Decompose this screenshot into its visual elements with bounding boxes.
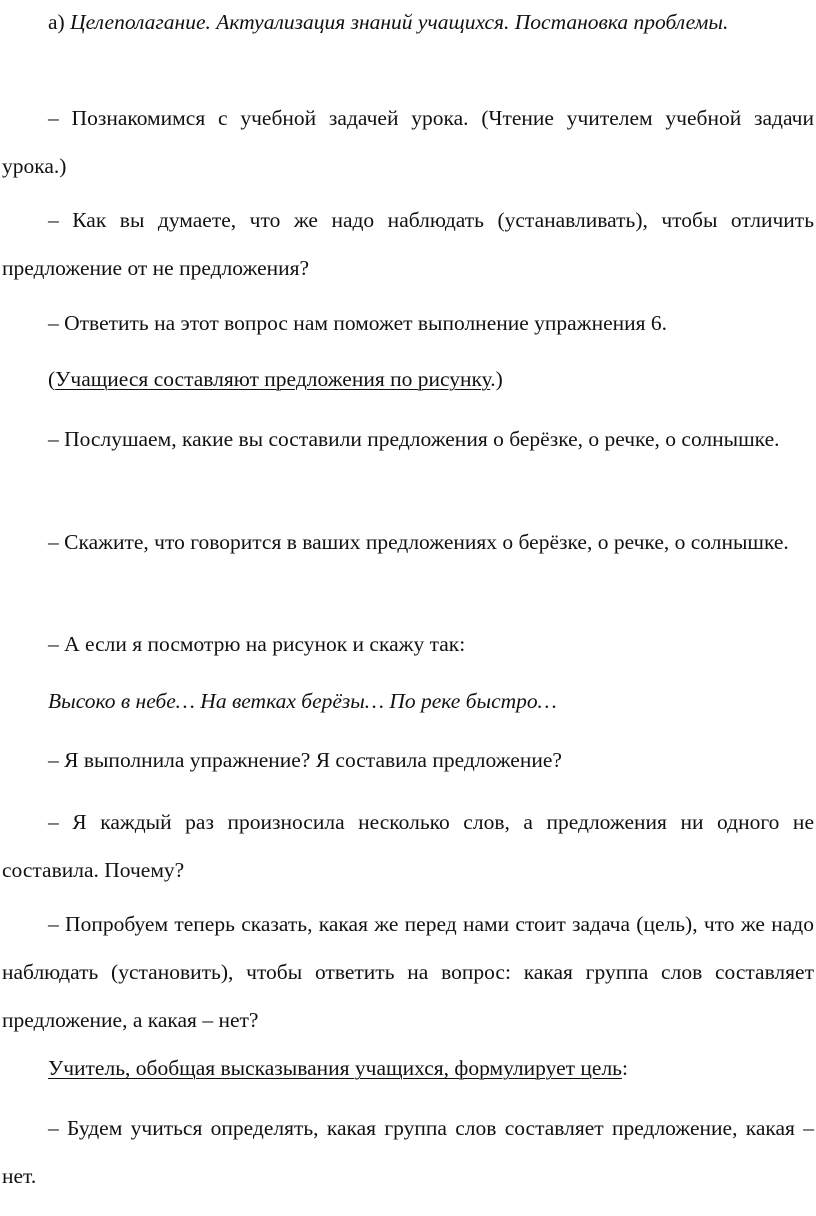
paragraph-goal-question: – Попробуем теперь сказать, какая же перед нами стоит задача (цель), что же надо наблюдать (установить), чтобы ответить на вопрос: какая группа слов составляет предложение, а какая – нет? xyxy=(2,912,814,1032)
colon: : xyxy=(622,1056,628,1080)
paragraph-say: – Скажите, что говорится в ваших предложениях о берёзке, о речке, о солнышке. xyxy=(48,530,789,554)
teacher-goal-note: Учитель, обобщая высказывания учащихся, формулирует цель xyxy=(48,1056,622,1080)
paragraph-listen: – Послушаем, какие вы составили предложения о берёзке, о речке, о солнышке. xyxy=(48,427,780,451)
paragraph-exercise: – Ответить на этот вопрос нам поможет выполнение упражнения 6. xyxy=(48,311,668,335)
paren-close: .) xyxy=(490,367,503,391)
section-heading xyxy=(2,0,814,46)
paragraph-teacher-goal xyxy=(2,1044,814,1092)
paragraph-example-fragments: Высоко в небе… На ветках берёзы… По реке быстро… xyxy=(48,689,557,713)
section-title: Целеполагание. Актуализация знаний учащихся. Постановка проблемы. xyxy=(70,10,729,34)
paragraph-question: – Как вы думаете, что же надо наблюдать (устанавливать), чтобы отличить предложение от не предложения? xyxy=(2,208,814,280)
paragraph-did-i: – Я выполнила упражнение? Я составила предложение? xyxy=(48,748,562,772)
paragraph-why: – Я каждый раз произносила несколько слов, а предложения ни одного не составила. Почему? xyxy=(2,810,814,882)
paren-open: ( xyxy=(48,367,56,391)
paragraph-task-intro: – Познакомимся с учебной задачей урока. (Чтение учителем учебной задачи урока.) xyxy=(2,106,814,178)
paragraph-students-activity xyxy=(2,355,814,403)
section-prefix: а) xyxy=(48,10,71,34)
paragraph-if-i-look: – А если я посмотрю на рисунок и скажу так: xyxy=(48,632,466,656)
students-activity-note: Учащиеся составляют предложения по рисунку xyxy=(55,367,491,391)
paragraph-learning-goal: – Будем учиться определять, какая группа слов составляет предложение, какая – нет. xyxy=(2,1116,814,1188)
